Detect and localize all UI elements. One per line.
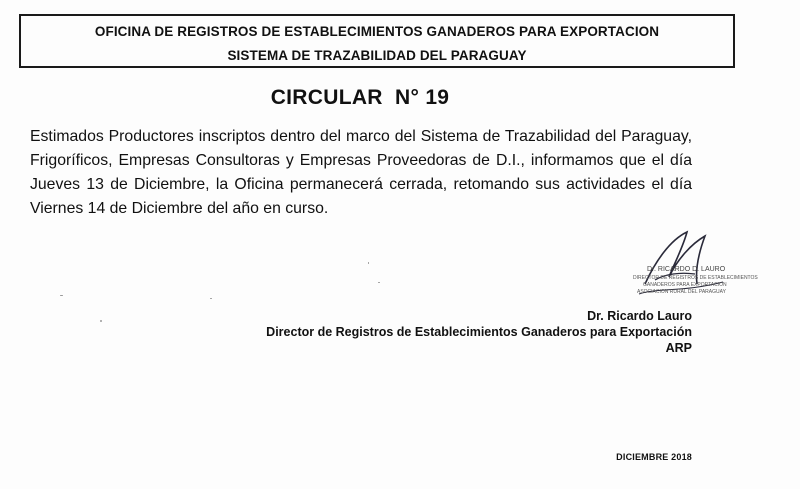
signatory-organization: ARP <box>665 341 692 355</box>
header-box <box>19 14 735 68</box>
stamp-line: Dr. RICARDO D. LAURO <box>647 266 726 273</box>
circular-body: Estimados Productores inscriptos dentro del marco del Sistema de Trazabilidad del Paraguay, Frigoríficos, Empresas Consultoras y Empresas Proveedoras de D.I., informamos que el día Jueves 13 de Diciembre, la Oficina permanecerá cerrada, retomando sus actividades el día Viernes 14 de Diciembre del año en curso. <box>30 128 692 217</box>
stamp-line: GANADEROS PARA EXPORTACION <box>643 282 727 288</box>
office-title: OFICINA DE REGISTROS DE ESTABLECIMIENTOS GANADEROS PARA EXPORTACION <box>94 24 660 39</box>
scan-speck <box>100 320 102 322</box>
scan-speck <box>60 295 63 296</box>
scan-speck <box>378 282 380 283</box>
signatory-name: Dr. Ricardo Lauro <box>587 309 692 323</box>
document-date: DICIEMBRE 2018 <box>616 452 692 462</box>
signature-stamp <box>625 222 758 312</box>
signatory-position: Director de Registros de Establecimientos Ganaderos para Exportación <box>266 325 692 339</box>
circular-title: CIRCULAR N° 19 <box>270 86 450 109</box>
scan-speck <box>368 262 369 264</box>
stamp-line: ASOCIACION RURAL DEL PARAGUAY <box>637 289 726 295</box>
stamp-line: DIRECTOR DE REGISTROS DE ESTABLECIMIENTOS <box>633 275 758 281</box>
scan-speck <box>210 298 212 299</box>
signature-block <box>266 308 692 356</box>
system-title: SISTEMA DE TRAZABILIDAD DEL PARAGUAY <box>227 48 527 63</box>
